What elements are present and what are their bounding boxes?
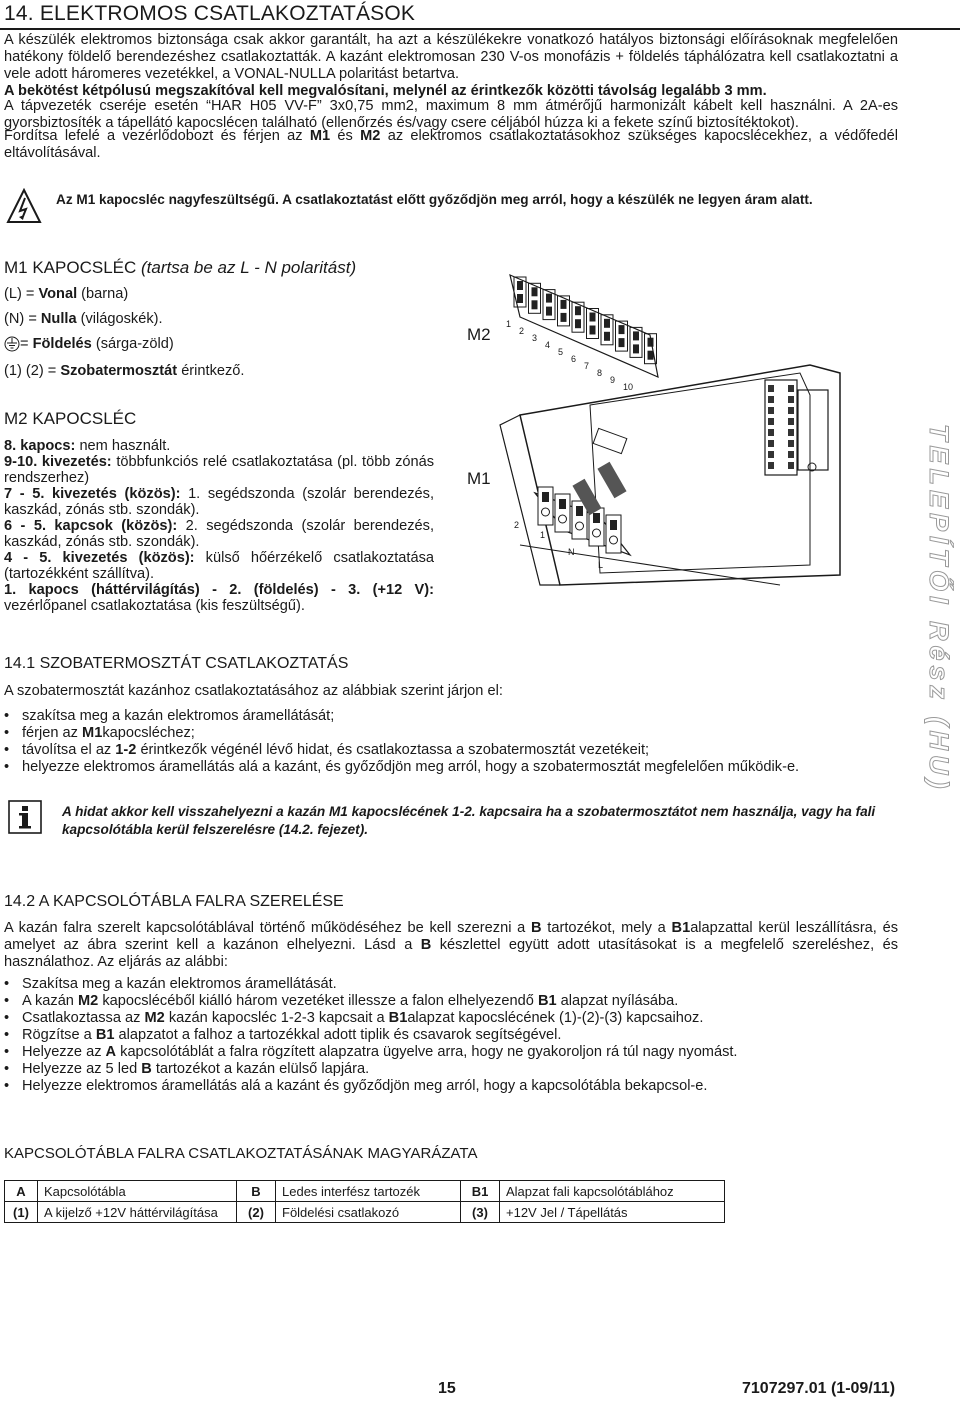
legend-value: Földelési csatlakozó <box>276 1202 461 1223</box>
m2-item: 1. kapocs (háttérvilágítás) - 2. (földelés) - 3. (+12 V): vezérlőpanel csatlakoztatása (kis feszültségű). <box>4 582 434 614</box>
legend-key: A <box>5 1181 38 1202</box>
m2-terminal-screw <box>546 294 552 303</box>
chip-pin <box>768 407 774 414</box>
chip-pin <box>768 396 774 403</box>
m1-terminal-label: 1 <box>540 530 546 540</box>
section-14-2-heading: 14.2 A KAPCSOLÓTÁBLA FALRA SZERELÉSE <box>4 893 344 910</box>
section-14-1-list <box>4 708 904 776</box>
legend-value: A kijelző +12V háttérvilágítása <box>38 1202 237 1223</box>
chip-pin <box>788 462 794 469</box>
m2-terminal-screw <box>619 325 625 334</box>
list-item: • Rögzítse a B1 alapzatot a falhoz a tartozékkal adott tiplik és csavarok segítségével. <box>4 1027 904 1044</box>
legend-key: B <box>237 1181 276 1202</box>
m2-terminal-number: 10 <box>623 382 634 392</box>
m1-terminal-screw <box>610 520 617 530</box>
section-14-1-heading: 14.1 SZOBATERMOSZTÁT CSATLAKOZTATÁS <box>4 655 349 672</box>
page-number: 15 <box>438 1380 456 1397</box>
chip-pin <box>788 429 794 436</box>
document-code: 7107297.01 (1-09/11) <box>742 1380 896 1397</box>
list-item: • szakítsa meg a kazán elektromos áramellátását; <box>4 708 904 725</box>
section-title: 14. ELEKTROMOS CSATLAKOZTATÁSOK <box>4 2 416 25</box>
title-rule <box>0 28 960 30</box>
m2-terminal-number: 5 <box>558 347 564 357</box>
m1-terminal-label: L <box>598 560 604 570</box>
m2-terminal-screw <box>561 300 567 309</box>
intro-paragraph-4: Fordítsa lefelé a vezérlődobozt és férjen az M1 és M2 az elektromos csatlakoztatásokhoz szükséges kapocslécekhez, a védőfedél eltávolításával. <box>4 128 898 161</box>
m2-terminal-screw <box>517 281 523 290</box>
list-item: • Helyezze az A kapcsolótáblát a falra rögzített alapzatra ügyelve arra, hogy ne gyakoroljon rá túl nagy nyomást. <box>4 1044 904 1061</box>
figure-m1-label: M1 <box>467 469 491 488</box>
chip-pin <box>788 451 794 458</box>
m2-terminal-screw <box>633 344 639 353</box>
list-item: • Csatlakoztassa az M2 kazán kapocsléc 1-2-3 kapcsait a B1alapzat kapocslécének (1)-(2)-(3) kapcsaihoz. <box>4 1010 904 1027</box>
warning-text: Az M1 kapocsléc nagyfeszültségű. A csatlakoztatást előtt győződjön meg arról, hogy a készülék ne legyen áram alatt. <box>56 192 813 207</box>
list-item: • Helyezze az 5 led B tartozékot a kazán elülső lapjára. <box>4 1061 904 1078</box>
m2-terminal-number: 3 <box>532 333 538 343</box>
legend-value: +12V Jel / Tápellátás <box>500 1202 725 1223</box>
terminal-block-figure <box>480 255 860 605</box>
m2-terminal-screw <box>575 319 581 328</box>
chip-pin <box>768 462 774 469</box>
list-item: • távolítsa el az 1-2 érintkezők végénél lévő hidat, és csatlakoztassa a szobatermosztát vezetékeit; <box>4 742 904 759</box>
m2-terminal-screw <box>619 338 625 347</box>
ground-icon <box>4 336 20 352</box>
side-section-label <box>918 420 954 960</box>
m2-terminal-number: 4 <box>545 340 551 350</box>
m1-terminal-label: 2 <box>514 520 520 530</box>
legend-key: (2) <box>237 1202 276 1223</box>
m2-item: 4 - 5. kivezetés (közös): külső hőérzékelő csatlakoztatása (tartozékként szállítva). <box>4 550 435 582</box>
m2-terminal-screw <box>517 294 523 303</box>
m2-terminal-number: 8 <box>597 368 603 378</box>
m1-line-legend: (L) = Vonal (barna) <box>4 286 129 302</box>
m2-item: 8. kapocs: nem használt. <box>4 438 171 454</box>
legend-key: B1 <box>461 1181 500 1202</box>
legend-key: (1) <box>5 1202 38 1223</box>
chip-pin <box>768 418 774 425</box>
m1-thermostat-legend: (1) (2) = Szobatermosztát érintkező. <box>4 363 245 379</box>
chip-pin <box>788 440 794 447</box>
m2-terminal-screw <box>532 300 538 309</box>
m2-terminal-screw <box>561 313 567 322</box>
m1-terminal-label: N <box>568 547 575 557</box>
chip-pin <box>788 407 794 414</box>
section-14-1-intro: A szobatermosztát kazánhoz csatlakoztatásához az alábbiak szerint járjon el: <box>4 683 503 699</box>
m2-terminal-screw <box>575 306 581 315</box>
intro-paragraph-3: A tápvezeték cseréje esetén “HAR H05 VV-F” 3x0,75 mm2, maximum 8 mm átmérőjű harmonizált kábelt kell használni. A 2A-es gyorsbiztosíték a tápellátó kapocslécen található (ellenőrzés és/vagy csere céljából húzza ki a fekete színű biztosítéktokot). <box>4 98 898 131</box>
m2-terminal-number: 9 <box>610 375 616 385</box>
m1-terminal-screw <box>576 506 583 516</box>
list-item: • helyezze elektromos áramellátás alá a kazánt, és győződjön meg arról, hogy a szobatermosztát megfelelően működik-e. <box>4 759 904 776</box>
m1-earth-legend: = Földelés (sárga-zöld) <box>4 336 174 353</box>
legend-key: (3) <box>461 1202 500 1223</box>
m1-terminal-strip <box>535 428 630 555</box>
m2-terminal-screw <box>648 351 654 360</box>
section-14-2-paragraph: A kazán falra szerelt kapcsolótáblával történő működéséhez be kell szerezni a B tartozékot, mely a B1alapzattal kerül leszállításra, és amelyet az ábra szerint kell a kazánon elhelyezni. Lásd a B készlettel együtt adott utasításokat is a megfelelő szereléshez, és használathoz. Az eljárás az alábbi: <box>4 920 898 970</box>
intro-paragraph-2: A bekötést kétpólusú megszakítóval kell megvalósítani, melynél az érintkezők közötti távolság legalább 3 mm. <box>4 83 767 99</box>
legend-value: Alapzat fali kapcsolótáblához <box>500 1181 725 1202</box>
m2-item: 6 - 5. kapcsok (közös): 2. segédszonda (szolár berendezés, kaszkád, zónás stb. szondák). <box>4 518 435 550</box>
chip-pin <box>788 418 794 425</box>
legend-value: Kapcsolótábla <box>38 1181 237 1202</box>
list-item: • férjen az M1kapocsléchez; <box>4 725 904 742</box>
m2-terminal-screw <box>590 313 596 322</box>
intro-paragraph-1: A készülék elektromos biztonsága csak akkor garantált, ha azt a készülékekre vonatkozó hatályos biztonsági előírásoknak megfelelően hatékony földelő berendezéshez csatlakoztatták. A kazánt elektromosan 230 V-os monofázis + földelés táphálózatra kell csatlakoztatni a vele adott háromeres vezetékkel, a VONAL-NULLA polaritást betartva. <box>4 32 898 82</box>
info-note: A hidat akkor kell visszahelyezni a kazán M1 kapocslécének 1-2. kapcsaira ha a szobatermosztátot nem használja, vagy ha fali kapcsolótábla kerül felszerelésre (14.2. fejezet). <box>62 804 876 837</box>
m1-terminal-screw <box>542 492 549 502</box>
chip-pin <box>768 385 774 392</box>
m2-terminal-screw <box>532 287 538 296</box>
m2-terminal-screw <box>633 331 639 340</box>
m2-terminal-screw <box>590 326 596 335</box>
m2-terminal-screw <box>546 307 552 316</box>
m1-heading: M1 KAPOCSLÉC (tartsa be az L - N polaritást) <box>4 258 357 277</box>
m2-item: 7 - 5. kivezetés (közös): 1. segédszonda (szolár berendezés, kaszkád, zónás stb. szondák). <box>4 486 435 518</box>
m1-neutral-legend: (N) = Nulla (világoskék). <box>4 311 163 327</box>
section-14-2-list <box>4 976 904 1095</box>
m2-item: 9-10. kivezetés: többfunkciós relé csatlakoztatása (pl. több zónás rendszerhez) <box>4 454 435 486</box>
chip-pin <box>768 440 774 447</box>
m2-heading: M2 KAPOCSLÉC <box>4 409 137 428</box>
chip-pin <box>788 396 794 403</box>
table-row <box>5 1202 725 1223</box>
m2-terminal-number: 2 <box>519 326 525 336</box>
legend-value: Ledes interfész tartozék <box>276 1181 461 1202</box>
chip-pin <box>768 451 774 458</box>
table-row <box>5 1181 725 1202</box>
m2-terminal-screw <box>604 332 610 341</box>
list-item: • Szakítsa meg a kazán elektromos áramellátását. <box>4 976 904 993</box>
chip-pin <box>788 385 794 392</box>
m2-terminal-screw <box>604 319 610 328</box>
m2-terminal-number: 1 <box>506 319 512 329</box>
info-icon <box>8 800 42 834</box>
high-voltage-warning-icon <box>6 188 42 224</box>
m2-terminal-number: 7 <box>584 361 590 371</box>
legend-table <box>4 1180 725 1223</box>
legend-heading: KAPCSOLÓTÁBLA FALRA CSATLAKOZTATÁSÁNAK MAGYARÁZATA <box>4 1145 478 1162</box>
control-box <box>500 365 840 585</box>
list-item: • Helyezze elektromos áramellátás alá a kazánt és győződjön meg arról, hogy a kapcsolótábla bekapcsol-e. <box>4 1078 904 1095</box>
m1-terminal-screw <box>593 513 600 523</box>
figure-m2-label: M2 <box>467 325 491 344</box>
chip-pin <box>768 429 774 436</box>
svg-text:TELEPÍTŐI Rész (HU): TELEPÍTŐI Rész (HU) <box>924 424 954 794</box>
list-item: • A kazán M2 kapocslécéből kiálló három vezetéket illessze a falon elhelyezendő B1 alapzat nyílásába. <box>4 993 904 1010</box>
m2-terminal-number: 6 <box>571 354 577 364</box>
m1-terminal-screw <box>559 499 566 509</box>
